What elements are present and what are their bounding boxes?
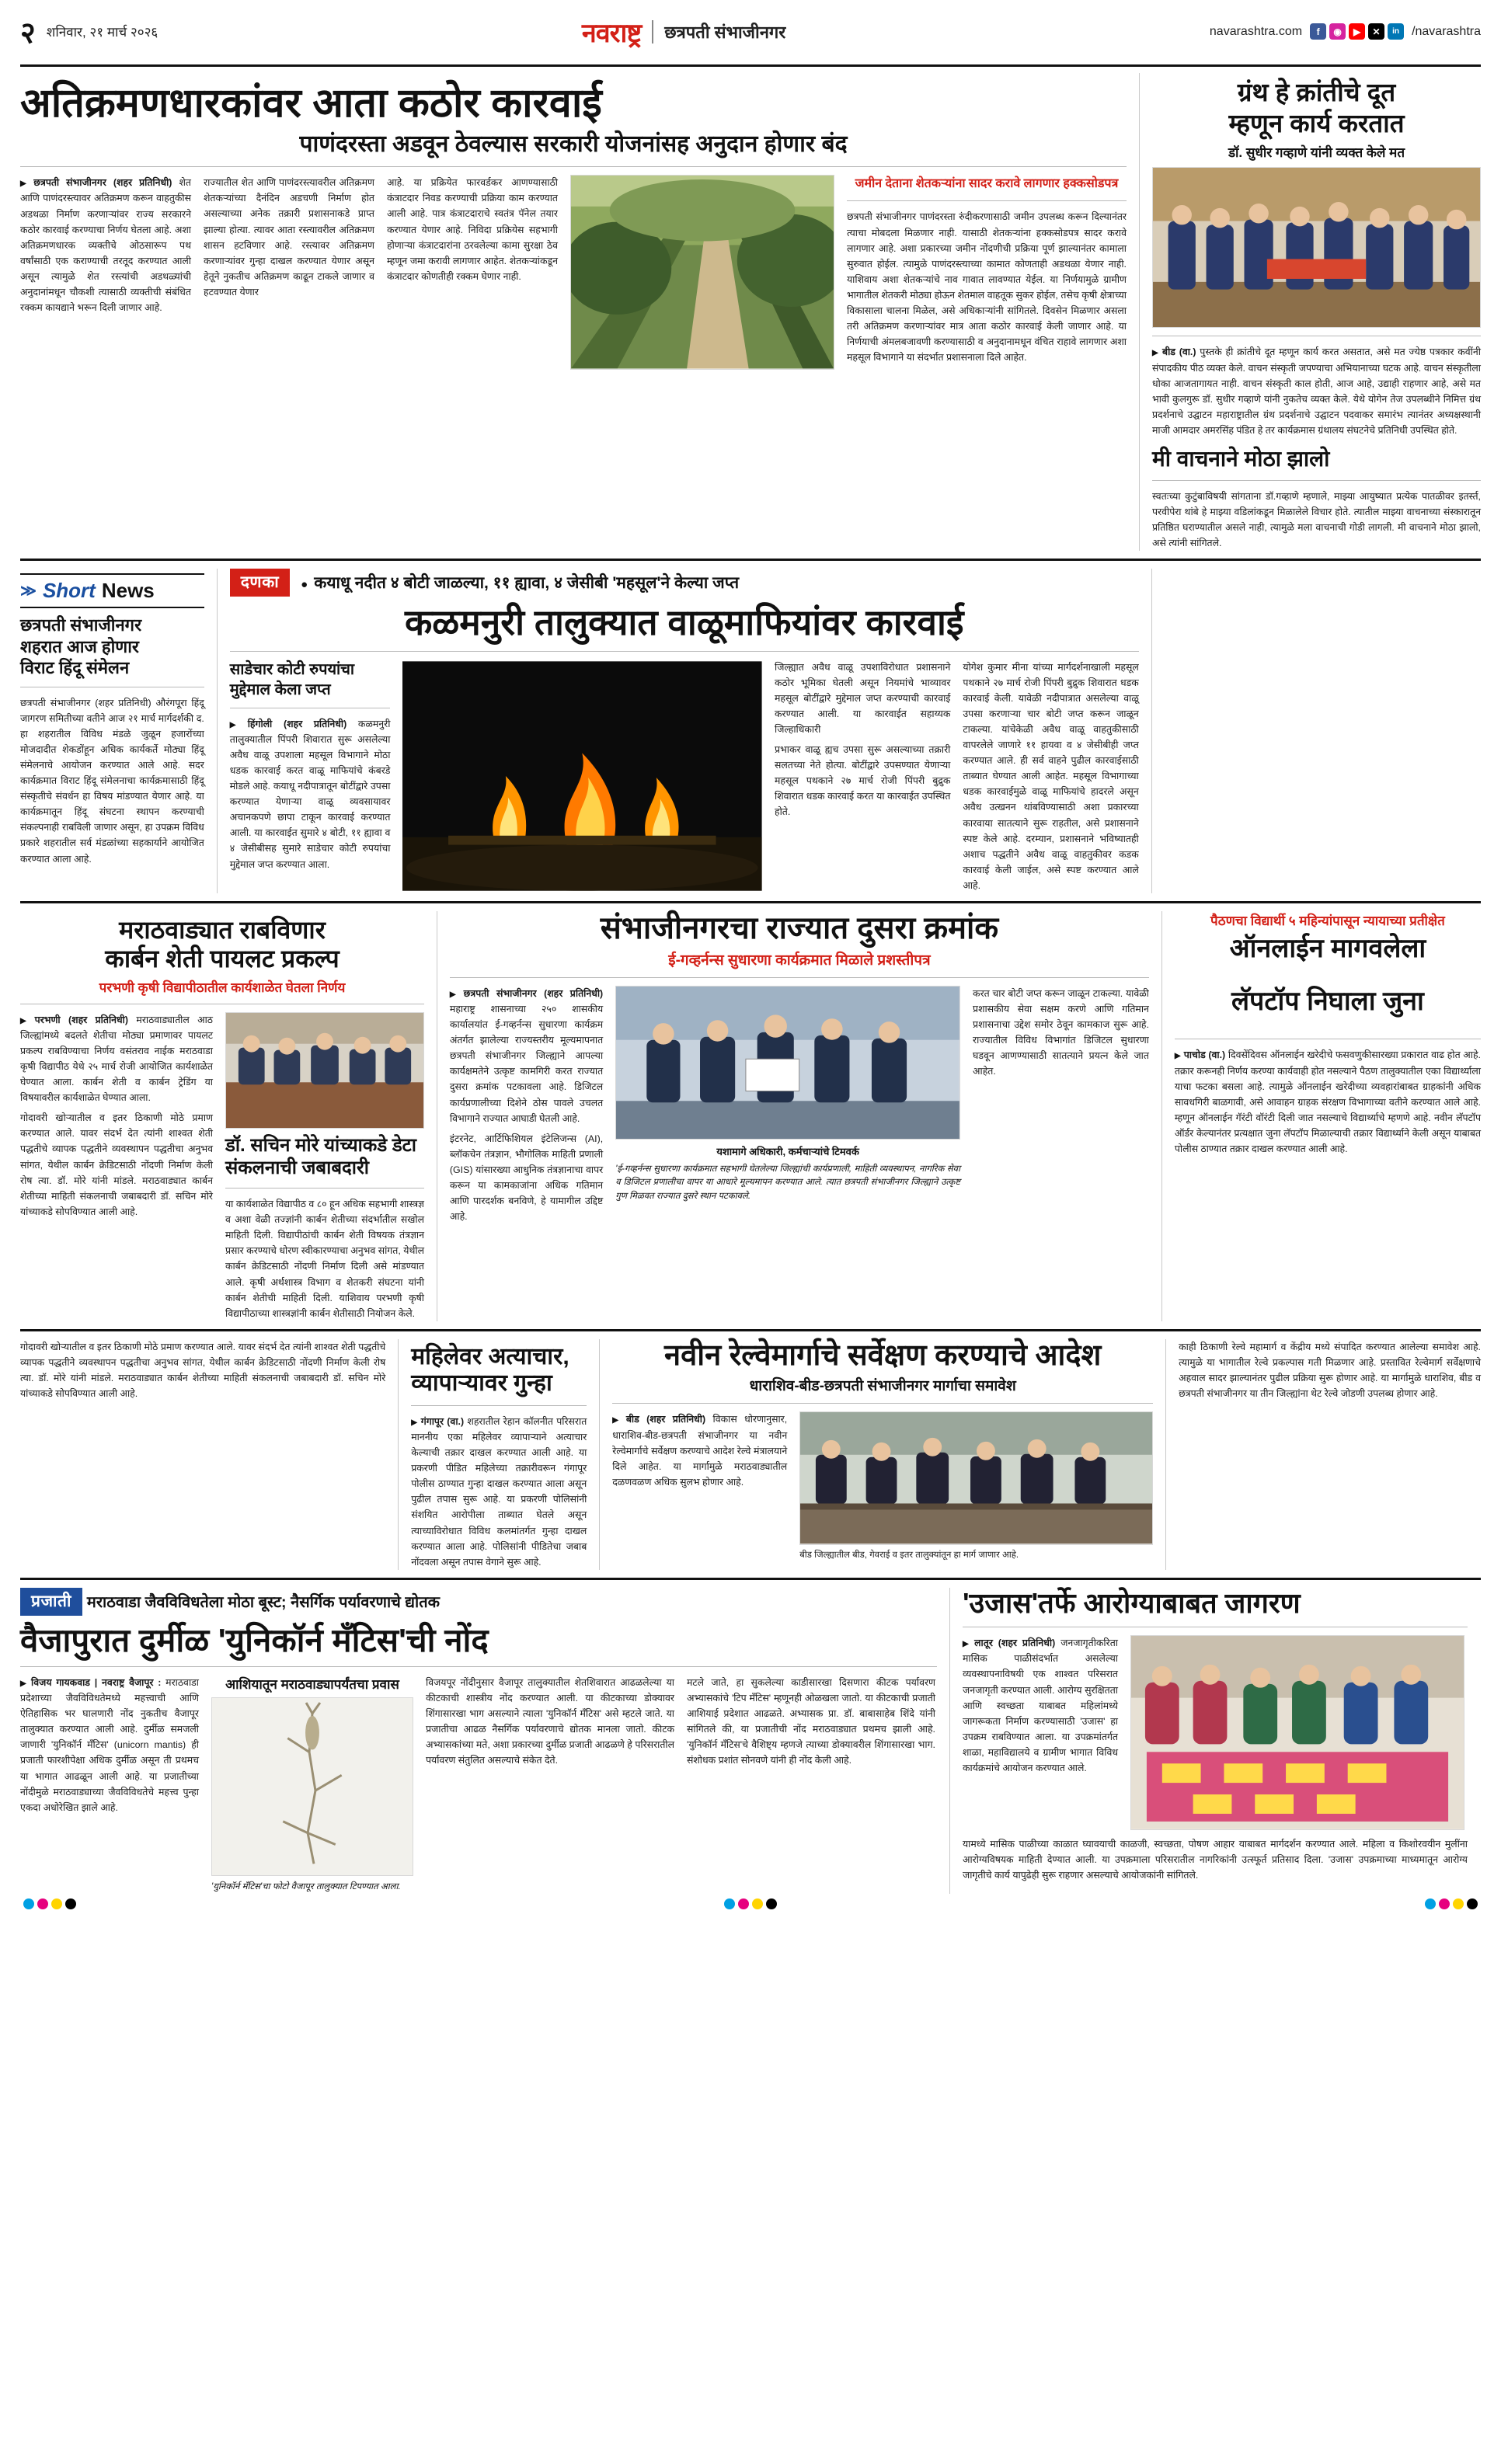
- carbon-story: [20, 911, 424, 1321]
- fire-deck-1: साडेचार कोटी रुपयांचा: [229, 660, 355, 678]
- fire-text-col-3: [963, 660, 1138, 893]
- unicorn-photo-caption: 'युनिकॉर्न मँटिस'चा फोटो वैजापूर तालुक्यात टिपण्यात आला.: [211, 1882, 401, 1892]
- lead-headline: अतिक्रमणधारकांवर आता कठोर कारवाई: [20, 81, 602, 126]
- carbon-byline: ▶ परभणी (शहर प्रतिनिधी): [20, 1014, 128, 1025]
- railway-title: नवीन रेल्वेमार्गाचे सर्वेक्षण करण्याचे आदेश: [664, 1338, 1102, 1372]
- column-rule: [1139, 73, 1140, 551]
- unicorn-col-2: [426, 1675, 674, 1894]
- fourth-band: [20, 1339, 1481, 1570]
- dots-left: [23, 1898, 76, 1909]
- lead-photo-col: [570, 175, 834, 370]
- column-rule-7: [599, 1339, 600, 1570]
- sn-title-2: शहरात आज होणार: [20, 636, 139, 656]
- laptop-title-1: ऑनलाईन मागवलेला: [1229, 934, 1426, 964]
- social-icons: [1310, 23, 1404, 40]
- unicorn-story: [20, 1588, 937, 1895]
- carbon-photo-caption: डॉ. सचिन मोरे यांच्याकडे डेटा संकलनाची जबाबदारी: [225, 1135, 416, 1179]
- issue-date: शनिवार, २१ मार्च २०२६: [46, 25, 158, 40]
- unicorn-dateline: वैजापूर :: [129, 1676, 162, 1688]
- dots-right: [1425, 1898, 1478, 1909]
- rank-photo-col: [615, 986, 960, 1225]
- health-headline: 'उजास'तर्फे आरोग्याबाबत जागरण: [963, 1586, 1301, 1619]
- sn-title-3: विराट हिंदू संमेलन: [20, 658, 130, 678]
- meeting-photo: [799, 1411, 1153, 1544]
- rank-deck: ई-गव्हर्नन्स सुधारणा कार्यक्रमात मिळाले प्रशस्तीपत्र: [668, 952, 931, 969]
- masthead-center: [582, 14, 785, 50]
- page-number: २: [20, 16, 36, 50]
- unicorn-text-3: मटले जाते, हा सुकलेल्या काडीसारखा दिसणारा कीटक पर्यावरण अभ्यासकांचे 'टिप मँटिस' म्हणूनही ओळखला जातो. या कीटकाची प्रजाती आशियाई प्रदेशात आढळते. अभ्यासक प्रा. डॉ. बाबासाहेब शिंदे यांनी सांगितले की, या प्रजातीची नोंद मराठवाड्यात प्रथमच झाली आहे. 'युनिकॉर्न मँटिस'चे वैशिष्ट्य म्हणजे त्याच्या डोक्यावरील शिंगासारखा भाग. संशोधक प्रशांत सोनवणे यांनी ही नोंद केली आहे.: [687, 1676, 935, 1766]
- rank-text-1: महाराष्ट्र शासनाच्या २५० शासकीय कार्यालयांत ई-गव्हर्नन्स सुधारणा कार्यक्रम अंतर्गत झालेल्या राज्यस्तरीय मूल्यमापनात छत्रपती संभाजीनगर जिल्ह्याने आपल्या कार्यक्षमतेने उत्कृष्ट कामगिरी करत राज्यात दुसरा क्रमांक पटकावला आहे. डिजिटल कार्यप्रणालीच्या दिशेने ठोस पावले उचलत विभागाने राज्यात आघाडी घेतली आहे.: [449, 1004, 604, 1124]
- dots-center: [724, 1898, 777, 1909]
- rank-text-2: इंटरनेट, आर्टिफिशियल इंटेलिजन्स (AI), ब्लॉकचेन तंत्रज्ञान, भौगोलिक माहिती प्रणाली (GIS) यांसारख्या आधुनिक तंत्रज्ञानाचा वापर करून या कामकाजांना अधिक गतिमान आणि पारदर्शक बनविणे, हे यामागील उद्दिष्ट आहे.: [449, 1133, 604, 1223]
- fire-deck-col: [230, 660, 391, 893]
- railway-byline: ▶ बीड (शहर प्रतिनिधी): [612, 1414, 705, 1425]
- lead-body: [20, 175, 1127, 370]
- event-photo: [1152, 167, 1481, 329]
- logo-divider: [652, 20, 653, 44]
- rank-caption-text: 'ई-गव्हर्नन्स सुधारणा कार्यक्रमात सहभागी घेतलेल्या जिल्ह्यांची कार्यप्रणाली, माहिती व्यवस्थापन, नागरिक सेवा व डिजिटल प्रणालीचा वापर या आधारे मूल्यमापन करण्यात आले. त्यात छत्रपती संभाजीनगर जिल्ह्याने उत्कृष्ट गुण मिळवत राज्यात दुसरे स्थान पटकावले.: [615, 1164, 961, 1201]
- crime-byline: ▶ गंगापूर (वा.): [411, 1416, 464, 1427]
- laptop-title-2: लॅपटॉप निघाला जुना: [1231, 986, 1424, 1016]
- fire-bullet: ● कयाधू नदीत ४ बोटी जाळल्या, ११ ह्यावा, ४ जेसीबी 'महसूल'ने केल्या जप्त: [293, 572, 739, 593]
- lead-col-1: [20, 175, 191, 370]
- short-news-header: [20, 573, 204, 608]
- carbon-deck: परभणी कृषी विद्यापीठातील कार्यशाळेत घेतला निर्णय: [99, 980, 346, 995]
- unicorn-headline: वैजापुरात दुर्मीळ 'युनिकॉर्न मँटिस'ची नोंद: [20, 1621, 489, 1658]
- tr-text: पुस्तके ही क्रांतीचे दूत म्हणून कार्य करत असतात, असे मत ज्येष्ठ पत्रकार कवींनी संपादकीय पीठ व्यक्त केले. वाचन संस्कृती जपण्याचा अभियानाच्या घटक आहे. वाचन संस्कृतीला धोका आजतागायत नाही. वाचन संस्कृती काल होती, आज आहे, उद्याही राहणार आहे, असे मत भावी कुलगुरू डॉ. सुधीर गव्हाणे यांनी नुकतेच व्यक्त केले. येथे योगेन तेज उपलब्धीने निमित्त ग्रंथ प्रदर्शनाचे उद्घाटन महाराष्ट्रातील ग्रंथ प्रदर्शनाचे उद्घाटन पदवाकर समारंभ त्यानंतर अध्यक्षस्थानी माजी आमदार अमरसिंह पंडित हे तर कार्यक्रमास ग्रंथालय संघटनेचे प्रतिनिधी उपस्थित होते.: [1151, 346, 1481, 437]
- footer-registration-marks: [20, 1894, 1481, 1909]
- rank-byline: ▶ छत्रपती संभाजीनगर (शहर प्रतिनिधी): [450, 988, 603, 999]
- lead-main: [20, 73, 1127, 551]
- tr-title-2: म्हणून कार्य करतात: [1228, 108, 1405, 137]
- fire-byline: ▶ हिंगोली (शहर प्रतिनिधी): [230, 719, 347, 729]
- rank-col-3: [973, 986, 1149, 1225]
- road-photo: [570, 175, 834, 370]
- carbon-body: [20, 1012, 424, 1321]
- laptop-story: [1175, 911, 1481, 1321]
- fire-text-2: जिल्ह्यात अवैध वाळू उपशाविरोधात प्रशासनाने कठोर भूमिका घेतली असून नियमांचे भाव्यावर महसूल बोटींद्वारे मुद्देमाल जप्त करण्याची कारवाई करण्यात आली. या कारवाईत सहाय्यक जिल्हाधिकारी: [775, 661, 951, 735]
- health-photo-col: [1130, 1635, 1464, 1830]
- instagram-icon[interactable]: ◉: [1329, 23, 1346, 40]
- sn-text: छत्रपती संभाजीनगर (शहर प्रतिनिधी) औरंगपूरा हिंदू जागरण समितीच्या वतीने आज २१ मार्च मार्गदर्शकी द. हा शहरातील विविध मंडळे जुळून हजारोंच्या मोजदादीत शेकडोंहून अधिक कार्यकर्ते मोठ्या हिंदू संमेलनाचे आयोजन करण्यात आले आहे. सदर कार्यक्रमात विराट हिंदू संमेलनाचा कार्यक्रमासाठी हिंदू संस्कृतीचे संवर्धन हा विषय मांडण्यात येणार आहे. या कार्यक्रमातून हिंदू संघटना स्थापन करण्याची संकल्पनाही राबविली जाणार असून, हा उपक्रम विविध प्रकारे शहरातील सर्व मंडळांच्या सहकार्याने आयोजित करण्यात आला आहे.: [20, 697, 204, 865]
- youtube-icon[interactable]: ▶: [1349, 23, 1365, 40]
- carbon-col-2: [225, 1012, 424, 1321]
- fire-text-3: प्रभाकर वाळू ह्यच उपसा सुरू असल्याच्या तक्रारी सलतच्या नेते होत्या. बोटींद्वारे उपसण्यात येणाऱ्या महसूल पथकाने २७ मार्च रोजी पिंपरी बुद्रुक शिवारात धडक कारवाई करत या कारवाईत उपस्थित होते.: [775, 744, 951, 818]
- short-news-column: [20, 569, 204, 893]
- fire-story: [230, 569, 1139, 893]
- rank-text-3: करत चार बोटी जप्त करून जाळून टाकल्या. यावेळी प्रशासकीय सेवा सक्षम करणे आणि गतिमान प्रशासनाचा उद्देश समोर ठेवून कामकाज सुरू आहे. राज्यातील विविध विभागांत डिजिटल सुधारणा घडवून आणण्यासाठी सातत्याने प्रयत्न केले जात आहेत.: [973, 987, 1149, 1077]
- short-news-icon: ≫: [20, 583, 37, 600]
- masthead-left: [20, 12, 158, 52]
- unicorn-col-3: [687, 1675, 935, 1894]
- award-photo: [615, 986, 960, 1140]
- lead-text-3: आहे. या प्रक्रियेत फारवर्डकर आणण्यासाठी कंत्राटदार निवड करण्याची प्रक्रिया काम करण्यात आली आहे. पात्र कंत्राटदाराचे स्वतंत्र पॅनेल तयार करण्यात येणार आहे. निविदा प्रक्रियेस सहभागी होणाऱ्या कंत्राटदारांना ठरवलेल्या कामा सुरक्षा ठेव म्हणून जमा करावी लागणार आहेत. शेतकऱ्यांकडून कंत्राटदार कोणतीही रक्कम घेणार नाही.: [387, 177, 558, 282]
- crime-story: [411, 1339, 587, 1570]
- carbon-text-2: या कार्यशाळेत विद्यापीठ व ८० हून अधिक सहभागी शास्त्रज्ञ व अशा वेळी तज्ज्ञांनी कार्बन शेतीच्या संदर्भातील सखोल माहिती दिली. विद्यापीठांची कार्बन शेती विषयक तंत्रज्ञान प्रसार करण्याचे धोरण स्वीकारण्याचा अनुभव सांगत, येथील कार्बन क्रेडिटसाठी नोंदणी निर्माण दिली असे मांडण्यात आले. कृषी अर्थशास्त्र विभाग व शेतकरी संघटना यांनी कार्बन शेतीची माहिती दिली. याशिवाय परभणी कृषी विद्यापीठाच्या शास्त्रज्ञांनी कार्बन शेतीसाठी नियोजन केले.: [225, 1199, 424, 1319]
- lead-col-2: [204, 175, 374, 370]
- carbon-title-1: मराठवाड्यात राबविणार: [119, 916, 326, 945]
- column-rule-6: [398, 1339, 399, 1570]
- right-rail-spacer: [1165, 569, 1481, 893]
- railway-body: [612, 1411, 1153, 1562]
- tr-subtext: स्वतःच्या कुटुंबाविषयी सांगताना डॉ.गव्हाणे म्हणाले, माझ्या आयुष्यात प्रत्येक पातळीवर इतर्स्त, परवीपेरा थांबे हे माझ्या वडिलांकडून मिळालेले विचार होते. त्यातील माझ्या वाचनाच्या संस्कारातून प्रतिष्ठित घराण्यातील असले नाही, त्यामुळे मला वाचनाची गोडी लागली. मी वाचनाने मोठा झालो, असे त्यांनी सांगितले.: [1151, 490, 1481, 549]
- column-rule-8: [1165, 1339, 1166, 1570]
- carbon-text-3: गोदावरी खोऱ्यातील व इतर ठिकाणी मोठे प्रमाण करण्यात आले. यावर संदर्भ देत त्यांनी शाश्वत शेती पद्धतीचे व्यापक पद्धतीने व्यवस्थापन पद्धतीचा अनुभव सांगत, येथील कार्बन क्रेडिटसाठी नोंदणी निर्माण केली रोष त्या. डॉ. मोरे यांनी मांडले. मराठवाड्यात कार्बन शेतीच्या माहिती संकलनाची जबाबदारी डॉ. सचिन मोरे यांच्याकडे सोपविण्यात आली आहे.: [20, 1112, 213, 1217]
- website-url[interactable]: navarashtra.com: [1209, 24, 1303, 38]
- fire-tag: दणका: [230, 569, 290, 597]
- lead-side-kicker: जमीन देताना शेतकऱ्यांना सादर करावे लागणार हक्कसोडपत्र: [855, 177, 1119, 191]
- mantis-photo: [211, 1697, 413, 1876]
- carbon-text-1: मराठवाड्यातील आठ जिल्ह्यांमध्ये बदलते शेतीचा मोठ्या प्रमाणावर पायलट प्रकल्प राबविण्याचा निर्णय वसंतराव नाईक मराठवाडा कृषी विद्यापीठ येथे २५ मार्च रोजी आयोजित कार्यशाळेत घेण्यात आला. कार्बन शेती व कार्बन ट्रेडिंग या विषयावरील कार्यशाळेत घेण्यात आला.: [20, 1014, 213, 1104]
- facebook-icon[interactable]: f: [1310, 23, 1326, 40]
- crime-title-1: महिलेवर अत्याचार,: [411, 1343, 569, 1369]
- crime-title-2: व्यापाऱ्यावर गुन्हा: [411, 1370, 552, 1397]
- lead-col-3: [387, 175, 558, 370]
- railway-caption: बीड जिल्ह्यातील बीड, गेवराई व इतर तालुक्यांतून हा मार्ग जाणार आहे.: [799, 1550, 1019, 1560]
- short-news-label2: News: [101, 579, 155, 603]
- fire-text-col-2: [775, 660, 950, 893]
- awareness-photo: [1130, 1635, 1464, 1830]
- masthead-right: [1210, 23, 1481, 40]
- newspaper-logo: नवराष्ट्र: [581, 18, 642, 48]
- lead-side-text: छत्रपती संभाजीनगर पाणंदरस्ता रुंदीकरणासाठी जमीन उपलब्ध करून दिल्यानंतर त्याचा मोबदला मिळणार नाही. यासाठी शेतकऱ्यांना हक्कसोडपत्र सादर करावे लागणार आहे. अशा प्रकारच्या जमीन नोंदणीची प्रक्रिया पूर्ण झाल्यानंतर कामाला सुरुवात होईल. त्यामुळे पाणंदरस्त्याच्या कामात कोणताही अडथळा येणार नाही. याशिवाय अशा शेतकऱ्यांचे नाव गावात लावण्यात येईल. या निर्णयामुळे ग्रामीण भागातील शेतकरी मोठ्या होऊन शेतमाल वाहतूक सुकर होईल, तसेच कृषी क्षेत्राच्या विकासाला चालना मिळेल, असे अधिकाऱ्यांनी सांगितले. दिवसेन मिळणार असला तरी अतिक्रमण करणाऱ्यांवर मात्र आता कठोर कारवाई केली जाणार आहे. या निर्णयाची अंमलबजावणी करण्यासाठी व अनुदानामधून वंचित राहावे लागणार अशा महसूल विभागाने या संदर्भात प्रशासनाला दिले आहेत.: [847, 211, 1127, 364]
- railway-text-1: विकास धोरणानुसार, धाराशिव-बीड-छत्रपती संभाजीनगर या नवीन रेल्वेमार्गाचे सर्वेक्षण करण्याचे आदेश रेल्वे मंत्रालयाने दिले आहेत. या मार्गामुळे मराठवाड्यातील दळणवळण अधिक सुलभ होणार आहे.: [612, 1414, 788, 1488]
- tr-subtitle: मी वाचनाने मोठा झालो: [1151, 447, 1330, 472]
- bottom-band: [20, 1588, 1481, 1895]
- unicorn-bar-text: मराठवाडा जैवविविधतेला मोठा बूस्ट; नैसर्गिक पर्यावरणाचे द्योतक: [86, 1594, 440, 1612]
- unicorn-text-2: विजयपूर नोंदीनुसार वैजापूर तालुक्यातील शेतशिवारात आढळलेल्या या कीटकाची शास्त्रीय नोंद करण्यात आली. या कीटकाच्या डोक्यावर शिंगासारखा भाग असल्याने त्याला 'युनिकॉर्न मँटिस' असे म्हटले जाते. या प्रजातीचा आढळ नैसर्गिक पर्यावरणाचे द्योतक मानला जातो. कीटक अभ्यासकांच्या मते, अशा प्रकारच्या दुर्मीळ प्रजाती आढळणे हे परिसरातील पर्यावरण संतुलित असल्याचे संकेत देते.: [426, 1676, 674, 1766]
- railway-story: [612, 1339, 1153, 1570]
- railway-side-text: [1179, 1339, 1481, 1570]
- railway-text-2: काही ठिकाणी रेल्वे महामार्ग व केंद्रीय मध्ये संपादित करण्यात आलेल्या समावेश आहे. त्यामुळे या भागातील रेल्वे प्रकल्पास गती मिळणार आहे. प्रस्तावित रेल्वेमार्ग सर्वेक्षणाचे अहवाल सादर झाल्यानंतर पुढील प्रक्रिया सुरू होणार आहे. या मार्गामुळे धाराशिव, बीड व छत्रपती संभाजीनगर या तीन जिल्ह्यांना थेट रेल्वे जोडणी उपलब्ध होणार आहे.: [1179, 1341, 1481, 1400]
- lead-byline: ▶ छत्रपती संभाजीनगर (शहर प्रतिनिधी): [20, 177, 172, 188]
- rank-title: संभाजीनगरचा राज्यात दुसरा क्रमांक: [600, 911, 999, 946]
- workshop-photo: [225, 1012, 424, 1129]
- second-band: [20, 569, 1481, 893]
- lead-sidebar: [847, 175, 1127, 370]
- edition-name: छत्रपती संभाजीनगर: [664, 22, 786, 42]
- carbon-col-1: [20, 1012, 213, 1321]
- sn-title-1: छत्रपती संभाजीनगर: [20, 615, 142, 635]
- tr-byline: ▶ बीड (वा.): [1152, 346, 1196, 357]
- health-text-1: जनजागृतीकरिता मासिक पाळीसंदर्भात असलेल्या व्यवस्थापनाविषयी एक शाश्वत परिसरात जनजागृती करण्यात आली. आरोग्य सुरक्षितता आणि स्वच्छता याबाबत महिलांमध्ये जागरूकता निर्माण करण्यासाठी 'उजास' हा उपक्रम राबविण्यात आला. या उपक्रमांतर्गत शाळा, महाविद्यालये व ग्रामीण भागात विविध कार्यक्रमांचे आयोजन करण्यात आले.: [963, 1637, 1118, 1773]
- x-icon[interactable]: ✕: [1368, 23, 1384, 40]
- fire-text-4: योगेश कुमार मीना यांच्या मार्गदर्शनाखाली महसूल पथकाने २७ मार्च रोजी पिंपरी बुद्रुक शिवारात धडक कारवाई केली. यावेळी नदीपात्रात असलेल्या वाळू उपसा करणाऱ्या चार बोटी जप्त करून जाळून टाकल्या. यांचेकेळी अवैध वाळू वाहतुकीसाठी वापरलेले जाणारे ११ हायवा व ४ जेसीबीही जप्त करण्यात आले. ही सर्व वाहने पुढील कारवाईसाठी ताब्यात घेण्यात आली आहेत. महसूल विभागाच्या धडक कारवाईमुळे वाळू माफियांचे हादरले असून अवैध उत्खनन थांबविण्यासाठी अशा प्रकारच्या कारवाया सातत्याने सुरू राहतील, असे प्रशासनाने स्पष्ट केले आहे. दरम्यान, प्रशासनाने भविष्यातही अशाच पद्धतीने अवैध वाळू वाहतुकीवर कडक कारवाई केली जाईल, असे स्पष्ट करण्यात आले आहे.: [963, 661, 1139, 891]
- health-text-2: यामध्ये मासिक पाळीच्या काळात घ्यावयाची काळजी, स्वच्छता, पोषण आहार याबाबत मार्गदर्शन करण्यात आले. महिला व किशोरवयीन मुलींना आरोग्यविषयक माहिती देण्यात आली. या उपक्रमाला परिसरातील नागरिकांनी उत्स्फूर्त प्रतिसाद दिला. 'उजास' उपक्रमाच्या माध्यमातून आरोग्य जागृतीचे कार्य यापुढेही सुरू राहणार असल्याचे आयोजकांनी सांगितले.: [963, 1838, 1468, 1881]
- fire-text-1: कळमनुरी तालुक्यातील पिंपरी शिवारात सुरू असलेल्या अवैध वाळू उपशाला महसूल विभागाने मोठा धडक कारवाई करत वाळू माफियांचे कंबरडे मोडले आहे. कयाधू नदीपात्रातून बोटींद्वारे उपसा करण्यात येणाऱ्या वाळू व्यवसायावर अचानकपणे छापा टाकून कारवाई करण्यात आली. या कारवाईत सुमारे ४ बोटी, ११ ह्यावा व ४ जेसीबीसह सुमारे साडेचार कोटी रुपयांचा मुद्देमाल जप्त करण्यात आला.: [229, 718, 391, 870]
- health-body: [963, 1635, 1468, 1830]
- tr-deck: डॉ. सुधीर गव्हाणे यांनी व्यक्त केले मत: [1228, 144, 1405, 160]
- column-rule-5: [1161, 911, 1162, 1321]
- third-band: [20, 911, 1481, 1321]
- fire-tagline: [230, 569, 1139, 597]
- railway-deck: धाराशिव-बीड-छत्रपती संभाजीनगर मार्गाचा समावेश: [749, 1378, 1016, 1395]
- laptop-kicker: पैठणचा विद्यार्थी ५ महिन्यांपासून न्यायाच्या प्रतीक्षेत: [1210, 914, 1445, 929]
- laptop-byline: ▶ पाचोड (वा.): [1175, 1049, 1225, 1060]
- fire-headline: कळमनुरी तालुक्यात वाळूमाफियांवर कारवाई: [404, 602, 964, 643]
- fire-deck-2: मुद्देमाल केला जप्त: [229, 680, 331, 698]
- railway-photo-col: [799, 1411, 1153, 1562]
- unicorn-byline: ▶ विजय गायकवाड | नवराष्ट्र: [20, 1677, 124, 1688]
- fire-photo-col: [402, 660, 762, 893]
- rank-story: [450, 911, 1149, 1321]
- fire-photo: [402, 660, 762, 893]
- tr-title-1: ग्रंथ हे क्रांतीचे दूत: [1237, 78, 1396, 106]
- carbon-title-2: कार्बन शेती पायलट प्रकल्प: [105, 944, 340, 973]
- laptop-text: दिवसेंदिवस ऑनलाईन खरेदीचे फसवणुकीसारख्या प्रकारात वाढ होत आहे. तक्रार करूनही निर्णय करण्या कार्यवाही होत नसल्याने पैठण तालुक्यातील एका विद्यार्थ्याला याचा फटका बसला आहे. त्यामुळे ऑनलाईन खरेदीच्या व्यवहारांबाबत ग्राहकांनी अधिक सावधगिरी बाळगावी, असे आवाहन ग्राहक संरक्षण विभागाच्या वतीने करण्यात आले आहे. म्हणून ऑनलाईन गॅरंटी वॉरंटी दिली जात नसल्याचे विद्यार्थ्याचे म्हणणे आहे. नवीन लॅपटॉप ऑर्डर केल्यानंतर प्रत्यक्षात जुना लॅपटॉप मिळाल्याची तक्रार विद्यार्थ्याने केली असून याबाबत पोलीस ठाण्यात तक्रार दाखल करण्यात आली आहे.: [1174, 1049, 1482, 1154]
- lead-subhead: पाणंदरस्ता अडवून ठेवल्यास सरकारी योजनांसह अनुदान होणार बंद: [299, 131, 848, 158]
- fire-body: [230, 660, 1139, 893]
- unicorn-body: [20, 1675, 937, 1894]
- column-rule-3: [1151, 569, 1152, 893]
- carbon-extra-text: गोदावरी खोऱ्यातील व इतर ठिकाणी मोठे प्रमाण करण्यात आले. यावर संदर्भ देत त्यांनी शाश्वत शेती पद्धतीचे व्यापक पद्धतीने व्यवस्थापन पद्धतीचा अनुभव सांगत, येथील कार्बन क्रेडिटसाठी नोंदणी निर्माण केली रोष त्या. डॉ. मोरे यांनी मांडले. मराठवाड्यात कार्बन शेतीच्या माहिती संकलनाची जबाबदारी डॉ. सचिन मोरे यांच्याकडे सोपविण्यात आली आहे.: [20, 1341, 386, 1400]
- unicorn-col-1: [20, 1675, 199, 1894]
- lead-section: [20, 73, 1481, 551]
- social-handle[interactable]: /navarashtra: [1412, 24, 1481, 38]
- railway-col-1: [612, 1411, 787, 1562]
- unicorn-photo-col: [211, 1675, 413, 1894]
- short-news-label: Short: [42, 579, 96, 603]
- lead-text-1: शेत आणि पाणंदरस्त्यावर अतिक्रमण करून वाहतुकीस अडथळा निर्माण करणाऱ्यांवर राज्य सरकारने कठोर कारवाई करण्याचा निर्णय घेतला आहे. अशा अतिक्रमणधारक व्यक्तीचे ओठसारूप पथ वर्षांसाठी एक कराण्याची तरतूद करण्यात आली असून त्यामुळे शेत रस्त्यांची अडथळ्यांची अनुदानांमधून चौकशी त्यासाठी व्यक्तीची संबंधित रक्कम कायद्याने भरून दिली जाणार आहे.: [20, 177, 191, 314]
- unicorn-tag: प्रजाती: [20, 1588, 82, 1616]
- rank-col-1: [450, 986, 603, 1225]
- top-right-story: [1152, 73, 1481, 551]
- linkedin-icon[interactable]: in: [1388, 23, 1404, 40]
- unicorn-text-1: मराठवाडा प्रदेशाच्या जैवविविधतेमध्ये महत्त्वाची आणि ऐतिहासिक भर घालणारी नोंद नुकतीच वैजापूर तालुक्यात करण्यात आली आहे. दुर्मीळ समजली जाणारी 'युनिकॉर्न मँटिस' (unicorn mantis) ही प्रजाती फारशीपेक्षा अधिक दुर्मीळ असून ती प्रथमच या भागात आढळून आली आहे. या प्रजातीच्या नोंदीमुळे मराठवाड्याच्या जैवविविधतेचे महत्त्व पुन्हा एकदा अधोरेखित झाले आहे.: [20, 1676, 199, 1813]
- unicorn-deck: आशियातून मराठवाड्यापर्यंतचा प्रवास: [225, 1676, 399, 1692]
- unicorn-tagline: [20, 1588, 937, 1616]
- masthead: [20, 0, 1481, 67]
- column-rule-9: [949, 1588, 950, 1895]
- crime-text: शहरातील रेहान कॉलनीत परिसरात माननीय एका महिलेवर व्यापाऱ्याने अत्याचार केल्याची तक्रार दाखल करण्यात आली आहे. या प्रकरणी पीडित महिलेच्या तक्रारीवरून गंगापूर पोलीस ठाण्यात गुन्हा दाखल करण्यात आला असून पुढील तपास सुरू आहे. या प्रकरणी पोलिसांनी संशयित आरोपीला ताब्यात घेतले असून त्याच्याविरोधात विविध कलमांतर्गत गुन्हा दाखल करण्यात आला आहे. पोलिसांनी पीडितेचा जबाब नोंदवला असून तपास वेगाने सुरू आहे.: [411, 1415, 587, 1568]
- column-rule-2: [217, 569, 218, 893]
- rank-photo-caption: यशामागे अधिकारी, कर्मचाऱ्यांचे टिमवर्क: [716, 1146, 859, 1158]
- rank-body: [450, 986, 1149, 1225]
- health-story: [963, 1588, 1468, 1895]
- lead-text-2: राज्यातील शेत आणि पाणंदरस्त्यावरील अतिक्रमण शेतकऱ्यांच्या दैनंदिन अडचणी निर्माण होत असल्याच्या अनेक तक्रारी प्रशासनाकडे प्राप्त झाल्या होत्या. त्यावर आता रस्त्यावरील अतिक्रमण शासन हटविणार आहे. रस्त्यावर अतिक्रमण करणाऱ्यांवर गुन्हा दाखल करण्यात येणार असून हेतूने नुकतीच अतिक्रमण काढून टाकले जाणार व हटवण्यात येणार: [204, 177, 374, 298]
- carbon-continued: [20, 1339, 385, 1570]
- health-col-1: [963, 1635, 1118, 1830]
- health-byline: ▶ लातूर (शहर प्रतिनिधी): [963, 1637, 1055, 1648]
